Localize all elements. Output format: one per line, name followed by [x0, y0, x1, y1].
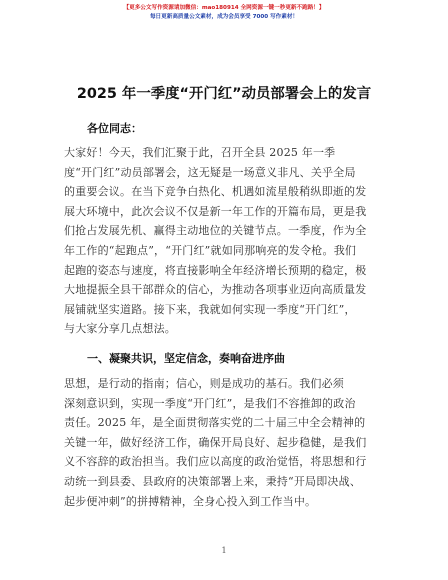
paragraph-line: 起步便冲刺”的拼搏精神，全身心投入到工作当中。	[64, 494, 317, 508]
paragraph-line: 动统一到县委、县政府的决策部署上来，秉持“开局即决战、	[64, 474, 362, 488]
paragraph-line: 大地提振全县干部群众的信心，为推动各项事业迈向高质量发	[64, 283, 367, 297]
page-number: 1	[221, 546, 227, 555]
paragraph-line: 展铺就坚实道路。接下来，我就如何实现一季度“开门红”，	[64, 302, 356, 316]
paragraph-line: 们抢占发展先机、赢得主动地位的关键节点。一季度，作为全	[64, 224, 367, 238]
paragraph-line: 关键一年，做好经济工作，确保开局良好、起步稳健，是我们	[64, 435, 367, 449]
paragraph-line: 思想，是行动的指南；信心，则是成功的基石。我们必须	[64, 377, 344, 390]
paragraph-line: 展大环境中，此次会议不仅是新一年工作的开篇布局，更是我	[64, 204, 367, 218]
promo-banner	[0, 4, 448, 22]
paragraph-line: 与大家分享几点想法。	[64, 322, 176, 336]
paragraph-line: 年工作的“起跑点”，“开门红”就如同那响亮的发令枪。我们	[64, 243, 357, 257]
paragraph-line: 责任。2025 年，是全面贯彻落实党的二十届三中全会精神的	[64, 416, 366, 430]
paragraph-line: 深刻意识到，实现一季度“开门红”，是我们不容推卸的政治	[64, 396, 356, 410]
paragraph-intro	[64, 143, 388, 339]
salutation: 各位同志：	[87, 122, 142, 135]
document-title: 2025 年一季度“开门红”动员部署会上的发言	[76, 86, 372, 102]
section-heading-1: 一、凝聚共识，坚定信念，奏响奋进序曲	[87, 352, 285, 365]
paragraph-line: 起跑的姿态与速度，将直接影响全年经济增长预期的稳定，极	[64, 263, 367, 277]
paragraph-line: 的重要会议。在当下竞争白热化、机遇如流星般稍纵即逝的发	[64, 185, 367, 199]
paragraph-line: 度“开门红”动员部署会，这无疑是一场意义非凡、关乎全局	[64, 165, 356, 179]
paragraph-line: 大家好！今天，我们汇聚于此，召开全县 2025 年一季	[64, 146, 336, 159]
promo-banner-line-1: 【更多公文写作资源请加微信：mao180914 全网资源一键一秒更新不跑路！】	[123, 5, 325, 11]
promo-banner-line-2: 每日更新高质量公文素材，成为会员享受 7000 写作素材！	[149, 14, 299, 20]
paragraph-line: 义不容辞的政治担当。我们应以高度的政治觉悟，将思想和行	[64, 455, 367, 469]
paragraph-section-1	[64, 374, 388, 511]
